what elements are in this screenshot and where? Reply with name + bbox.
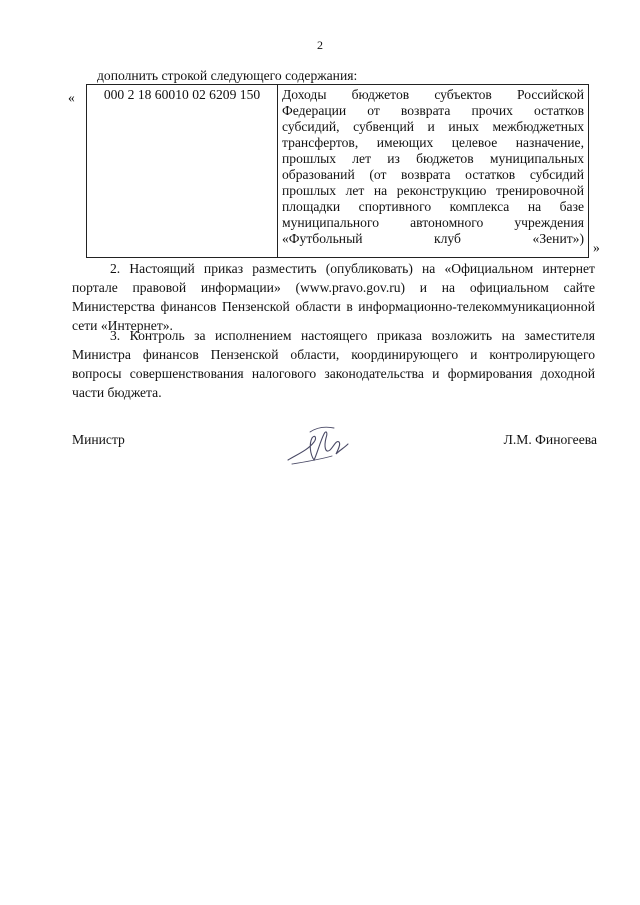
- table-row: [87, 85, 589, 258]
- signer-name: Л.М. Финогеева: [503, 432, 597, 447]
- description-line: Федерации от возврата прочих остатков: [282, 103, 584, 118]
- description-line: площадки спортивного комплекса на базе: [282, 199, 584, 214]
- description-line: муниципального автономного учреждения: [282, 215, 584, 230]
- description-line: «Футбольный клуб «Зенит»): [282, 231, 584, 246]
- description-line: прошлых лет из бюджетов муниципальных: [282, 151, 584, 166]
- intro-text: дополнить строкой следующего содержания:: [97, 68, 358, 83]
- handwritten-signature: [284, 420, 354, 470]
- opening-quote: «: [68, 90, 75, 105]
- paragraph-publication: [72, 259, 595, 335]
- description-line: трансфертов, имеющих целевое назначение,: [282, 135, 584, 150]
- description-cell: [278, 85, 589, 258]
- paragraph-text: 2. Настоящий приказ разместить (опубликовать) на «Официальном интернет портале правовой информации» (www.pravo.gov.ru) и на официальном сайте Министерства финансов Пензенской области в информационно-телекоммуникационной сети «Интернет».: [72, 261, 595, 333]
- revenue-table: [86, 84, 589, 258]
- closing-quote: »: [593, 240, 600, 255]
- description-line: прошлых лет на реконструкцию тренировочной: [282, 183, 584, 198]
- budget-code-cell: 000 2 18 60010 02 6209 150: [87, 85, 278, 258]
- paragraph-control: [72, 326, 595, 402]
- signer-title: Министр: [72, 432, 125, 447]
- description-line: субсидий, субвенций и иных межбюджетных: [282, 119, 584, 134]
- page-number: 2: [317, 38, 323, 52]
- description-line: Доходы бюджетов субъектов Российской: [282, 87, 584, 102]
- description-line: образований (от возврата остатков субсидий: [282, 167, 584, 182]
- paragraph-text: 3. Контроль за исполнением настоящего приказа возложить на заместителя Министра финансов Пензенской области, координирующего и контролирующего вопросы совершенствования налогового законодательства и формирования доходной части бюджета.: [72, 328, 595, 400]
